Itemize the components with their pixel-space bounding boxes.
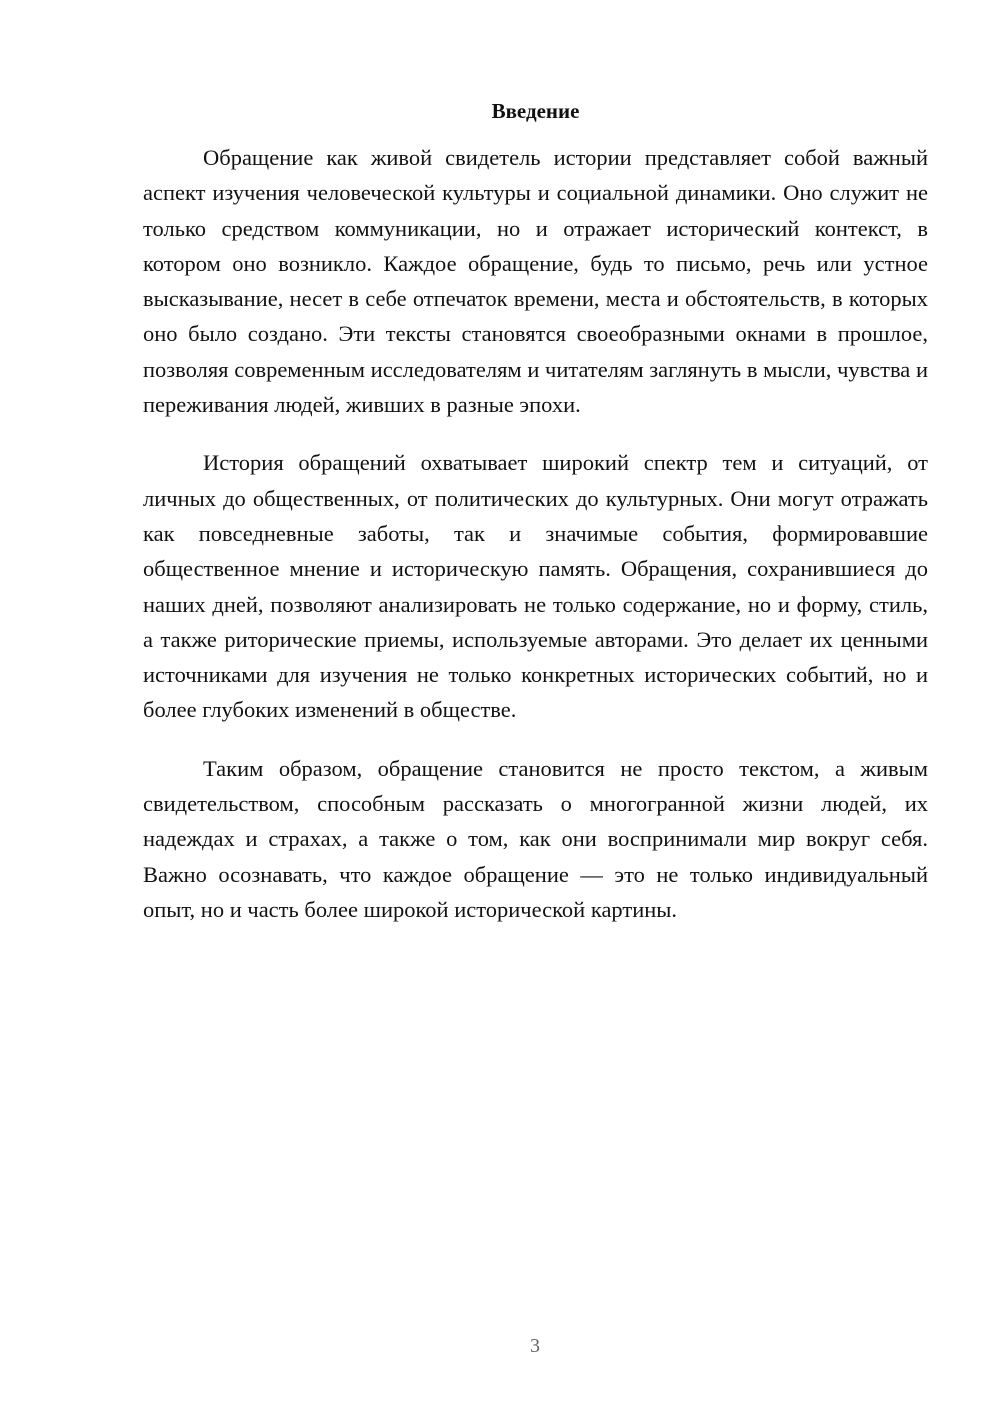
paragraph-2: История обращений охватывает широкий спектр тем и ситуаций, от личных до общественных, от политических до культурных. Они могут отражать как повседневные заботы, так и значимые события, формировавшие общественное мнение и историческую память. Обращения, сохранившиеся до наших дней, позволяют анализировать не только содержание, но и форму, стиль, а также риторические приемы, используемые авторами. Это делает их ценными источниками для изучения не только конкретных исторических событий, но и более глубоких изменений в обществе. <box>143 450 928 723</box>
page-content <box>143 96 928 950</box>
section-heading: Введение <box>491 99 580 123</box>
paragraph-1: Обращение как живой свидетель истории представляет собой важный аспект изучения человеческой культуры и социальной динамики. Оно служит не только средством коммуникации, но и отражает исторический контекст, в котором оно возникло. Каждое обращение, будь то письмо, речь или устное высказывание, несет в себе отпечаток времени, места и обстоятельств, в которых оно было создано. Эти тексты становятся своеобразными окнами в прошлое, позволяя современным исследователям и читателям заглянуть в мысли, чувства и переживания людей, живших в разные эпохи. <box>143 145 928 418</box>
paragraph-3: Таким образом, обращение становится не просто текстом, а живым свидетельством, способным рассказать о многогранной жизни людей, их надеждах и страхах, а также о том, как они воспринимали мир вокруг себя. Важно осознавать, что каждое обращение — это не только индивидуальный опыт, но и часть более широкой исторической картины. <box>143 755 928 922</box>
page-number: 3 <box>530 1335 540 1357</box>
